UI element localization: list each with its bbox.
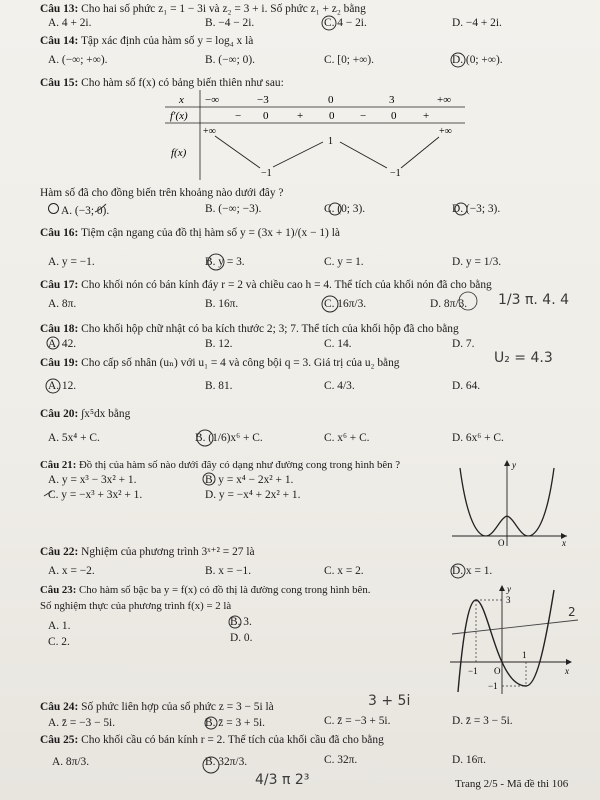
- option-b: B. 16π.: [205, 298, 239, 310]
- f-value: +∞: [439, 126, 452, 137]
- tick-label-3: 3: [506, 595, 511, 605]
- q23-curve: [458, 590, 554, 692]
- option-a: [48, 203, 109, 217]
- question-label: Câu 14:: [40, 35, 79, 47]
- question-19: [40, 356, 400, 370]
- option-d: D. 0.: [230, 632, 253, 644]
- option-d: D. −4 + 2i.: [452, 17, 502, 29]
- question-24: [40, 700, 274, 714]
- question-text: Cho khối nón có bán kính đáy r = 2 và chiều cao h = 4. Thể tích của khối nón đã cho bằng: [81, 279, 492, 291]
- sign: +: [297, 110, 304, 122]
- x-value: −3: [257, 94, 269, 106]
- question-14: [40, 34, 253, 48]
- option-b: B. (−∞; −3).: [205, 203, 262, 215]
- f-value: +∞: [203, 126, 216, 137]
- question-17: [40, 278, 492, 292]
- q21-graph: [452, 458, 572, 546]
- option-b: B. y = x⁴ − 2x² + 1.: [205, 474, 294, 486]
- f-value: −1: [390, 168, 401, 179]
- question-text: Số phức liên hợp của số phức z = 3 − 5i là: [81, 701, 274, 713]
- f-value: 1: [328, 136, 333, 147]
- question-text: Cho hai số phức z₁ = 1 − 3i và z₂ = 3 + i. Số phức z₁ + z₂ bằng: [81, 3, 366, 15]
- question-text: Đồ thị của hàm số nào dưới đây có dạng như đường cong trong hình bên ?: [79, 459, 401, 471]
- question-text: Cho khối cầu có bán kính r = 2. Thể tích của khối cầu đã cho bằng: [81, 734, 384, 746]
- handdrawn-line-y2: [452, 620, 578, 634]
- question-15: [40, 76, 284, 90]
- option-d: D. 6x⁶ + C.: [452, 432, 504, 444]
- axis-y-label: y: [507, 584, 511, 594]
- question-label: Câu 19:: [40, 357, 79, 369]
- question-label: Câu 24:: [40, 701, 79, 713]
- option-b: B. (−∞; 0).: [205, 54, 255, 66]
- handwritten-note: U₂ = 4.3: [494, 350, 553, 366]
- option-a: A. y = x³ − 3x² + 1.: [48, 474, 137, 486]
- option-d: D. 16π.: [452, 754, 486, 766]
- question-25: [40, 733, 384, 747]
- tick-label-neg1x: −1: [468, 666, 478, 676]
- question-text: Cho hàm số bậc ba y = f(x) có đồ thị là đường cong trong hình bên.: [79, 584, 371, 596]
- option-d: D. x = 1.: [452, 565, 493, 577]
- question-16: [40, 226, 340, 240]
- question-20: [40, 407, 130, 421]
- option-d: D. y = 1/3.: [452, 256, 502, 268]
- option-d: D. 64.: [452, 380, 481, 392]
- option-a: A. 1.: [48, 620, 71, 632]
- question-text: Nghiệm của phương trình 3ˣ⁺² = 27 là: [81, 546, 255, 558]
- option-b: B. 81.: [205, 380, 233, 392]
- question-23: [40, 583, 370, 597]
- handwritten-note: 3 + 5i: [368, 693, 411, 709]
- option-c: C. 4/3.: [324, 380, 355, 392]
- option-b: B. −4 − 2i.: [205, 17, 255, 29]
- option-c: C. x⁶ + C.: [324, 432, 370, 444]
- question-label: Câu 17:: [40, 279, 79, 291]
- f-label: f(x): [171, 147, 187, 159]
- question-text: Tiệm cận ngang của đồ thị hàm số y = (3x + 1)/(x − 1) là: [80, 227, 340, 239]
- x-label: x: [179, 94, 184, 106]
- question-label: Câu 20:: [40, 408, 79, 420]
- question-text: Tập xác định của hàm số y = log₄ x là: [80, 35, 254, 47]
- option-a: A. (−∞; +∞).: [48, 54, 108, 66]
- handwritten-mark: 2: [568, 605, 576, 619]
- option-a: A. 42.: [48, 338, 77, 350]
- option-a: A. z̄ = −3 − 5i.: [48, 717, 116, 729]
- option-c: C. y = −x³ + 3x² + 1.: [48, 489, 143, 501]
- variation-table: [165, 90, 465, 180]
- option-c: C. 14.: [324, 338, 352, 350]
- sign: 0: [263, 110, 269, 122]
- sign: +: [423, 110, 430, 122]
- question-text: Cho cấp số nhân (uₙ) với u₁ = 4 và công bội q = 3. Giá trị của u₂ bằng: [81, 357, 400, 369]
- option-c: C. [0; +∞).: [324, 54, 374, 66]
- option-d: D. z̄ = 3 − 5i.: [452, 715, 513, 727]
- option-b: B. 3.: [230, 616, 252, 628]
- axis-x-label: x: [562, 538, 566, 546]
- page-footer: Trang 2/5 - Mã đề thi 106: [455, 778, 569, 790]
- x-value: +∞: [437, 94, 452, 106]
- question-21: [40, 458, 400, 472]
- tick-label-1: 1: [522, 650, 527, 660]
- option-b: B. z̄ = 3 + 5i.: [205, 717, 265, 729]
- option-a: A. x = −2.: [48, 565, 95, 577]
- option-b: B. y = 3.: [205, 256, 245, 268]
- option-c: C. z̄ = −3 + 5i.: [324, 715, 391, 727]
- option-c: C. 2.: [48, 636, 70, 648]
- option-a: A. y = −1.: [48, 256, 95, 268]
- question-label: Câu 16:: [40, 227, 79, 239]
- question-15-prompt: Hàm số đã cho đồng biến trên khoảng nào dưới đây ?: [40, 187, 284, 199]
- option-a-text: A. (−3; 0).: [61, 205, 110, 217]
- option-a: A. 8π.: [48, 298, 77, 310]
- question-text: ∫x⁵dx bằng: [81, 408, 131, 420]
- variation-arrows: [215, 136, 439, 168]
- x-value: −∞: [205, 94, 220, 106]
- option-b: B. (1/6)x⁶ + C.: [195, 432, 263, 444]
- option-b: B. 32π/3.: [205, 756, 248, 768]
- axis-x-label: x: [565, 666, 569, 676]
- q23-graph: [450, 582, 585, 697]
- sign: −: [360, 110, 367, 122]
- option-c: C. x = 2.: [324, 565, 364, 577]
- option-c: C. (0; 3).: [324, 203, 366, 215]
- tick-label-neg1y: −1: [488, 681, 498, 691]
- option-a: A. 12.: [48, 380, 77, 392]
- question-label: Câu 25:: [40, 734, 79, 746]
- question-label: Câu 15:: [40, 77, 79, 89]
- option-a: A. 8π/3.: [52, 756, 90, 768]
- option-c: C. 4 − 2i.: [324, 17, 367, 29]
- option-b: B. 12.: [205, 338, 233, 350]
- sign: 0: [391, 110, 397, 122]
- option-b: B. x = −1.: [205, 565, 252, 577]
- option-a: A. 5x⁴ + C.: [48, 432, 100, 444]
- option-d: D. 7.: [452, 338, 475, 350]
- question-13: [40, 2, 366, 16]
- question-label: Câu 18:: [40, 323, 79, 335]
- question-label: Câu 23:: [40, 584, 77, 596]
- question-label: Câu 13:: [40, 3, 79, 15]
- question-22: [40, 545, 255, 559]
- option-d: D. 8π/3.: [430, 298, 468, 310]
- origin-label: O: [494, 666, 501, 676]
- question-text: Cho khối hộp chữ nhật có ba kích thước 2; 3; 7. Thể tích của khối hộp đã cho bằng: [81, 323, 459, 335]
- option-c: C. 32π.: [324, 754, 358, 766]
- option-c: C. 16π/3.: [324, 298, 367, 310]
- x-value: 0: [328, 94, 334, 106]
- question-23-line2: Số nghiệm thực của phương trình f(x) = 2 là: [40, 600, 232, 612]
- option-a: A. 4 + 2i.: [48, 17, 92, 29]
- fprime-label: f′(x): [170, 110, 188, 122]
- origin-label: O: [498, 538, 505, 546]
- question-text: Cho hàm số f(x) có bảng biến thiên như sau:: [81, 77, 284, 89]
- x-value: 3: [389, 94, 395, 106]
- option-c: C. y = 1.: [324, 256, 364, 268]
- option-d: D. (0; +∞).: [452, 54, 503, 66]
- option-d: D. (−3; 3).: [452, 203, 501, 215]
- f-value: −1: [261, 168, 272, 179]
- handwritten-note: 4/3 π 2³: [255, 772, 310, 788]
- sign: −: [235, 110, 242, 122]
- question-label: Câu 21:: [40, 459, 77, 471]
- option-d: D. y = −x⁴ + 2x² + 1.: [205, 489, 301, 501]
- axis-y-label: y: [512, 460, 516, 470]
- handwritten-note: 1/3 π. 4. 4: [498, 292, 570, 308]
- question-18: [40, 322, 459, 336]
- question-label: Câu 22:: [40, 546, 79, 558]
- sign: 0: [329, 110, 335, 122]
